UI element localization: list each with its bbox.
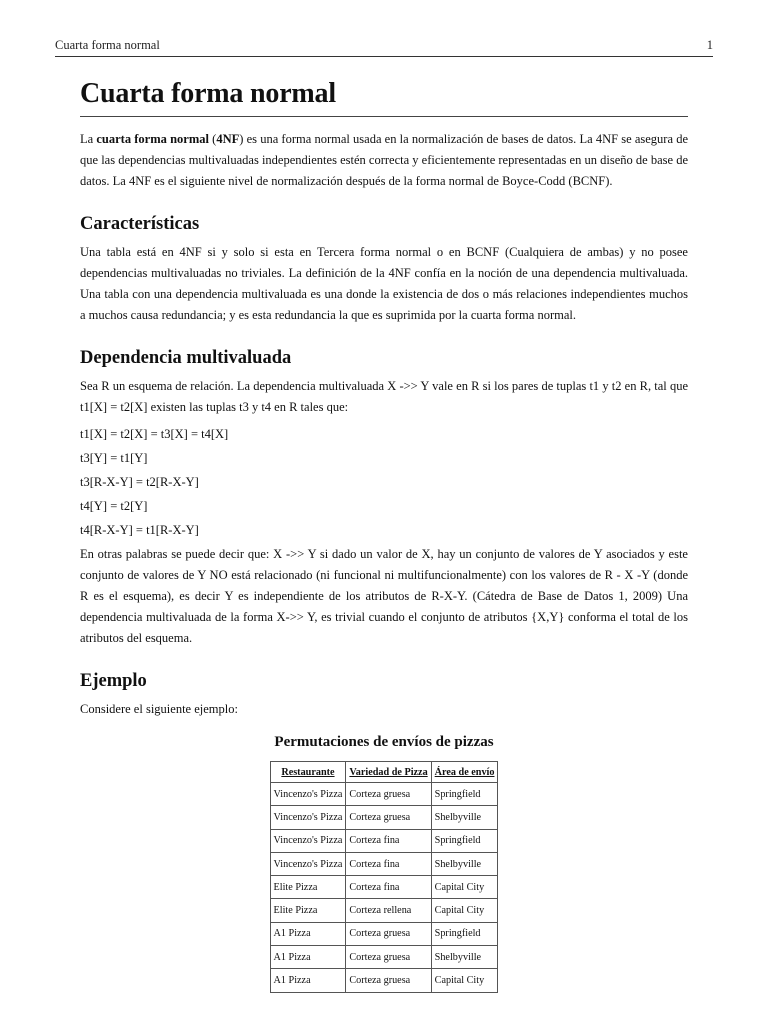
table-cell: Corteza gruesa [346,783,431,806]
table-cell: Springfield [431,922,498,945]
table-row [270,829,498,852]
table-cell: Capital City [431,899,498,922]
formula-line: t1[X] = t2[X] = t3[X] = t4[X] [80,427,229,441]
table-row [270,806,498,829]
table-cell: Corteza gruesa [346,946,431,969]
table-row [270,852,498,875]
intro-paragraph [80,129,688,192]
table-cell: A1 Pizza [270,922,346,945]
table-cell: Capital City [431,876,498,899]
table-block [80,734,688,993]
running-header [55,38,713,57]
column-header-area: Área de envío [431,762,498,783]
running-header-title: Cuarta forma normal [55,38,160,52]
table-cell: A1 Pizza [270,946,346,969]
ejemplo-paragraph: Considere el siguiente ejemplo: [80,702,238,716]
page-number: 1 [706,38,713,52]
table-cell: Shelbyville [431,852,498,875]
table-cell: Elite Pizza [270,899,346,922]
table-row [270,899,498,922]
caracteristicas-paragraph: Una tabla está en 4NF si y solo si esta en Tercera forma normal o en BCNF (Cualquiera de ambas) y no posee dependencias multivaluadas no triviales. La definición de la 4NF confía en la noción de una dependencia multivaluada. Una tabla con una dependencia multivaluada es una donde la existencia de dos o más relaciones independientes muchos a muchos causa redundancia; y es esta redundancia la que es suprimida por la cuarta forma normal. [80,245,688,322]
table-cell: Capital City [431,969,498,992]
table-cell: Shelbyville [431,946,498,969]
table-cell: Corteza fina [346,829,431,852]
table-header-row [270,762,498,783]
intro-pre: La [80,132,97,146]
table-cell: Elite Pizza [270,876,346,899]
page-title: Cuarta forma normal [80,78,688,117]
column-header-variedad: Variedad de Pizza [346,762,431,783]
table-cell: Springfield [431,783,498,806]
table-cell: Springfield [431,829,498,852]
table-cell: Corteza gruesa [346,922,431,945]
formula-line: t4[Y] = t2[Y] [80,499,148,513]
table-cell: A1 Pizza [270,969,346,992]
table-cell: Shelbyville [431,806,498,829]
heading-caracteristicas: Características [80,214,200,234]
table-row [270,876,498,899]
pizza-table [270,761,499,993]
formula-line: t4[R-X-Y] = t1[R-X-Y] [80,523,199,537]
table-caption: Permutaciones de envíos de pizzas [274,734,494,750]
table-cell: Vincenzo's Pizza [270,783,346,806]
table-cell: Corteza gruesa [346,806,431,829]
formula-line: t3[R-X-Y] = t2[R-X-Y] [80,475,199,489]
table-row [270,969,498,992]
article-body [80,78,688,993]
table-cell: Corteza rellena [346,899,431,922]
table-cell: Vincenzo's Pizza [270,852,346,875]
heading-ejemplo: Ejemplo [80,671,147,691]
dependencia-paragraph-2: En otras palabras se puede decir que: X ->> Y si dado un valor de X, hay un conjunto de valores de Y asociados y este conjunto de valores de Y NO está relacionado (ni funcional ni multifuncionalmente) con los valores de R - X -Y (donde R es el esquema), es decir Y es independiente de los atributos de R-X-Y. (Cátedra de Base de Datos 1, 2009) Una dependencia multivaluada de la forma X->> Y, es trivial cuando el conjunto de atributos {X,Y} conforma el total de los atributos del esquema. [80,547,688,645]
table-cell: Corteza gruesa [346,969,431,992]
intro-abbr: 4NF [216,132,240,146]
table-cell: Vincenzo's Pizza [270,806,346,829]
table-cell: Corteza fina [346,876,431,899]
formula-line: t3[Y] = t1[Y] [80,451,148,465]
column-header-restaurante: Restaurante [270,762,346,783]
dependencia-paragraph-1: Sea R un esquema de relación. La dependencia multivaluada X ->> Y vale en R si los pares de tuplas t1 y t2 en R, tal que t1[X] = t2[X] existen las tuplas t3 y t4 en R tales que: [80,379,688,414]
table-row [270,946,498,969]
heading-dependencia: Dependencia multivaluada [80,348,292,368]
table-cell: Vincenzo's Pizza [270,829,346,852]
intro-mid: ( [208,132,217,146]
table-row [270,922,498,945]
table-cell: Corteza fina [346,852,431,875]
intro-term: cuarta forma normal [96,132,209,146]
intro-post: ) es una forma normal usada en la normalización de bases de datos. La 4NF se asegura de que las dependencias multivaluadas independientes estén correcta y eficientemente representadas en un diseño de base de datos. La 4NF es el siguiente nivel de normalización después de la forma normal de Boyce-Codd (BCNF). [80,132,688,188]
table-row [270,783,498,806]
